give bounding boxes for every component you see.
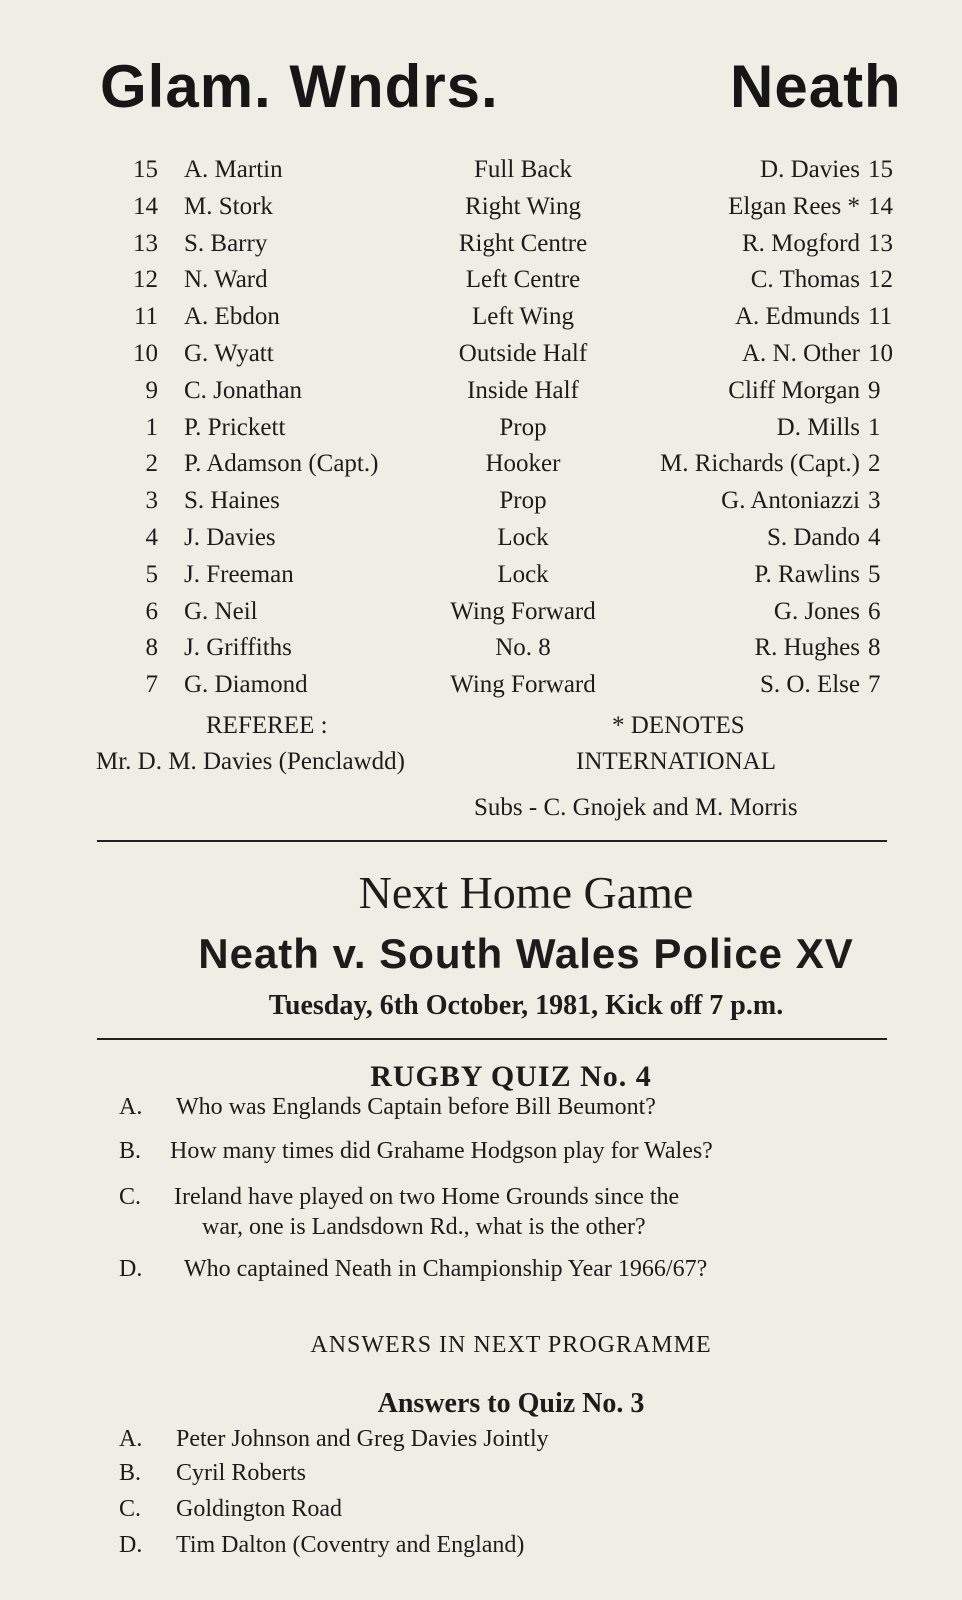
away-shirt-number: 1 bbox=[868, 413, 881, 441]
lineup-row bbox=[0, 266, 962, 303]
home-team-heading: Glam. Wndrs. bbox=[100, 53, 499, 120]
home-player-name: G. Wyatt bbox=[184, 339, 274, 367]
lineup-row bbox=[0, 340, 962, 377]
away-player-name: R. Hughes bbox=[754, 634, 860, 662]
position-label: Right Wing bbox=[465, 192, 581, 220]
away-shirt-number: 9 bbox=[868, 376, 881, 404]
answer-text: Goldington Road bbox=[176, 1496, 342, 1522]
home-player-name: A. Ebdon bbox=[184, 303, 280, 331]
away-player-name: S. Dando bbox=[766, 523, 860, 551]
position-label: Wing Forward bbox=[450, 671, 596, 699]
position-label: Lock bbox=[497, 523, 549, 551]
away-player-name: D. Davies bbox=[760, 156, 860, 183]
answers-title: Answers to Quiz No. 3 bbox=[377, 1388, 645, 1419]
quiz-question: How many times did Grahame Hodgson play for Wales? bbox=[170, 1138, 713, 1164]
substitutes: Subs - C. Gnojek and M. Morris bbox=[474, 794, 798, 821]
quiz-question-letter: C. bbox=[119, 1184, 142, 1210]
home-player-name: M. Stork bbox=[184, 192, 273, 220]
home-shirt-number: 1 bbox=[145, 413, 158, 441]
home-shirt-number: 13 bbox=[133, 229, 158, 257]
away-shirt-number: 7 bbox=[868, 671, 881, 699]
lineup-row bbox=[0, 450, 962, 487]
answer-letter: A. bbox=[119, 1426, 143, 1452]
home-shirt-number: 3 bbox=[145, 487, 158, 515]
home-shirt-number: 12 bbox=[133, 266, 158, 294]
home-shirt-number: 7 bbox=[145, 671, 158, 699]
home-player-name: G. Neil bbox=[184, 597, 258, 625]
quiz-question-letter: D. bbox=[119, 1256, 143, 1282]
home-shirt-number: 5 bbox=[145, 560, 158, 588]
divider-bottom bbox=[97, 1038, 887, 1040]
quiz-title: RUGBY QUIZ No. 4 bbox=[370, 1060, 652, 1093]
away-player-name: S. O. Else bbox=[760, 671, 860, 699]
position-label: Outside Half bbox=[458, 339, 588, 367]
answers-next-programme-note: ANSWERS IN NEXT PROGRAMME bbox=[310, 1332, 712, 1358]
home-player-name: J. Davies bbox=[184, 523, 276, 551]
next-game-heading: Next Home Game bbox=[358, 867, 694, 918]
position-label: Left Centre bbox=[465, 266, 581, 294]
position-label: Prop bbox=[499, 413, 547, 441]
away-player-name: A. N. Other bbox=[741, 339, 860, 367]
home-player-name: P. Adamson (Capt.) bbox=[184, 450, 379, 478]
referee-name: Mr. D. M. Davies (Penclawdd) bbox=[96, 748, 405, 775]
quiz-question-continued: war, one is Landsdown Rd., what is the other? bbox=[202, 1214, 646, 1240]
position-label: Prop bbox=[499, 487, 547, 515]
answer-text: Cyril Roberts bbox=[176, 1460, 306, 1486]
lineup-row bbox=[0, 561, 962, 598]
home-shirt-number: 6 bbox=[145, 597, 158, 625]
lineup-row bbox=[0, 414, 962, 451]
quiz-question-letter: A. bbox=[119, 1094, 143, 1120]
divider-top bbox=[97, 840, 887, 842]
away-player-name: G. Antoniazzi bbox=[721, 487, 860, 515]
position-label: Right Centre bbox=[458, 229, 588, 257]
home-player-name: N. Ward bbox=[184, 266, 268, 294]
away-shirt-number: 14 bbox=[868, 192, 893, 220]
lineup-row bbox=[0, 634, 962, 671]
home-shirt-number: 8 bbox=[145, 634, 158, 662]
away-team-heading: Neath bbox=[730, 53, 902, 120]
home-shirt-number: 9 bbox=[145, 376, 158, 404]
away-shirt-number: 8 bbox=[868, 634, 881, 662]
away-shirt-number: 11 bbox=[868, 303, 893, 331]
position-label: Wing Forward bbox=[450, 597, 596, 625]
answer-letter: B. bbox=[119, 1460, 142, 1486]
home-player-name: C. Jonathan bbox=[184, 376, 303, 404]
home-shirt-number: 2 bbox=[145, 450, 158, 478]
position-label: No. 8 bbox=[495, 634, 551, 662]
lineup-row bbox=[0, 671, 962, 708]
lineup-row bbox=[0, 156, 962, 193]
next-game-date: Tuesday, 6th October, 1981, Kick off 7 p.m. bbox=[268, 990, 784, 1021]
home-player-name: A. Martin bbox=[184, 156, 283, 183]
lineup-row bbox=[0, 377, 962, 414]
away-player-name: A. Edmunds bbox=[735, 303, 860, 331]
home-player-name: S. Barry bbox=[184, 229, 268, 257]
lineup-row bbox=[0, 230, 962, 267]
away-shirt-number: 6 bbox=[868, 597, 881, 625]
away-shirt-number: 12 bbox=[868, 266, 893, 294]
home-shirt-number: 11 bbox=[133, 303, 158, 331]
answer-letter: D. bbox=[119, 1532, 143, 1558]
referee-heading: REFEREE : bbox=[206, 712, 328, 739]
away-player-name: R. Mogford bbox=[741, 229, 860, 257]
away-player-name: G. Jones bbox=[773, 597, 860, 625]
home-player-name: P. Prickett bbox=[184, 413, 286, 441]
answer-text: Tim Dalton (Coventry and England) bbox=[176, 1532, 525, 1558]
away-player-name: P. Rawlins bbox=[754, 560, 860, 588]
away-shirt-number: 4 bbox=[868, 523, 881, 551]
away-shirt-number: 13 bbox=[868, 229, 893, 257]
home-player-name: J. Griffiths bbox=[184, 634, 292, 662]
international-legend: * DENOTES bbox=[612, 712, 745, 739]
away-shirt-number: 5 bbox=[868, 560, 881, 588]
away-player-name: Cliff Morgan bbox=[728, 376, 860, 404]
away-player-name: Elgan Rees * bbox=[728, 192, 860, 220]
answer-letter: C. bbox=[119, 1496, 142, 1522]
away-shirt-number: 10 bbox=[868, 339, 893, 367]
position-label: Inside Half bbox=[467, 376, 579, 404]
position-label: Hooker bbox=[485, 450, 561, 478]
lineup-row bbox=[0, 598, 962, 635]
quiz-question: Who captained Neath in Championship Year 1966/67? bbox=[184, 1256, 708, 1282]
away-player-name: D. Mills bbox=[776, 413, 860, 441]
quiz-question-letter: B. bbox=[119, 1138, 142, 1164]
away-player-name: M. Richards (Capt.) bbox=[660, 450, 860, 478]
home-player-name: J. Freeman bbox=[184, 560, 294, 588]
answer-text: Peter Johnson and Greg Davies Jointly bbox=[176, 1426, 549, 1452]
team-lineup bbox=[0, 156, 962, 708]
quiz-question: Ireland have played on two Home Grounds since the bbox=[174, 1184, 680, 1210]
position-label: Lock bbox=[497, 560, 549, 588]
home-shirt-number: 10 bbox=[133, 339, 158, 367]
lineup-row bbox=[0, 524, 962, 561]
lineup-row bbox=[0, 303, 962, 340]
away-player-name: C. Thomas bbox=[750, 266, 860, 294]
international-legend-label: INTERNATIONAL bbox=[576, 748, 776, 775]
home-shirt-number: 15 bbox=[133, 156, 158, 183]
next-game-match: Neath v. South Wales Police XV bbox=[198, 930, 854, 977]
away-shirt-number: 3 bbox=[868, 487, 881, 515]
home-player-name: G. Diamond bbox=[184, 671, 308, 699]
position-label: Left Wing bbox=[472, 303, 574, 331]
home-shirt-number: 14 bbox=[133, 192, 158, 220]
lineup-row bbox=[0, 487, 962, 524]
quiz-question: Who was Englands Captain before Bill Beumont? bbox=[176, 1094, 656, 1120]
lineup-row bbox=[0, 193, 962, 230]
away-shirt-number: 2 bbox=[868, 450, 881, 478]
home-shirt-number: 4 bbox=[145, 523, 158, 551]
home-player-name: S. Haines bbox=[184, 487, 280, 515]
position-label: Full Back bbox=[474, 156, 572, 183]
away-shirt-number: 15 bbox=[868, 156, 893, 183]
